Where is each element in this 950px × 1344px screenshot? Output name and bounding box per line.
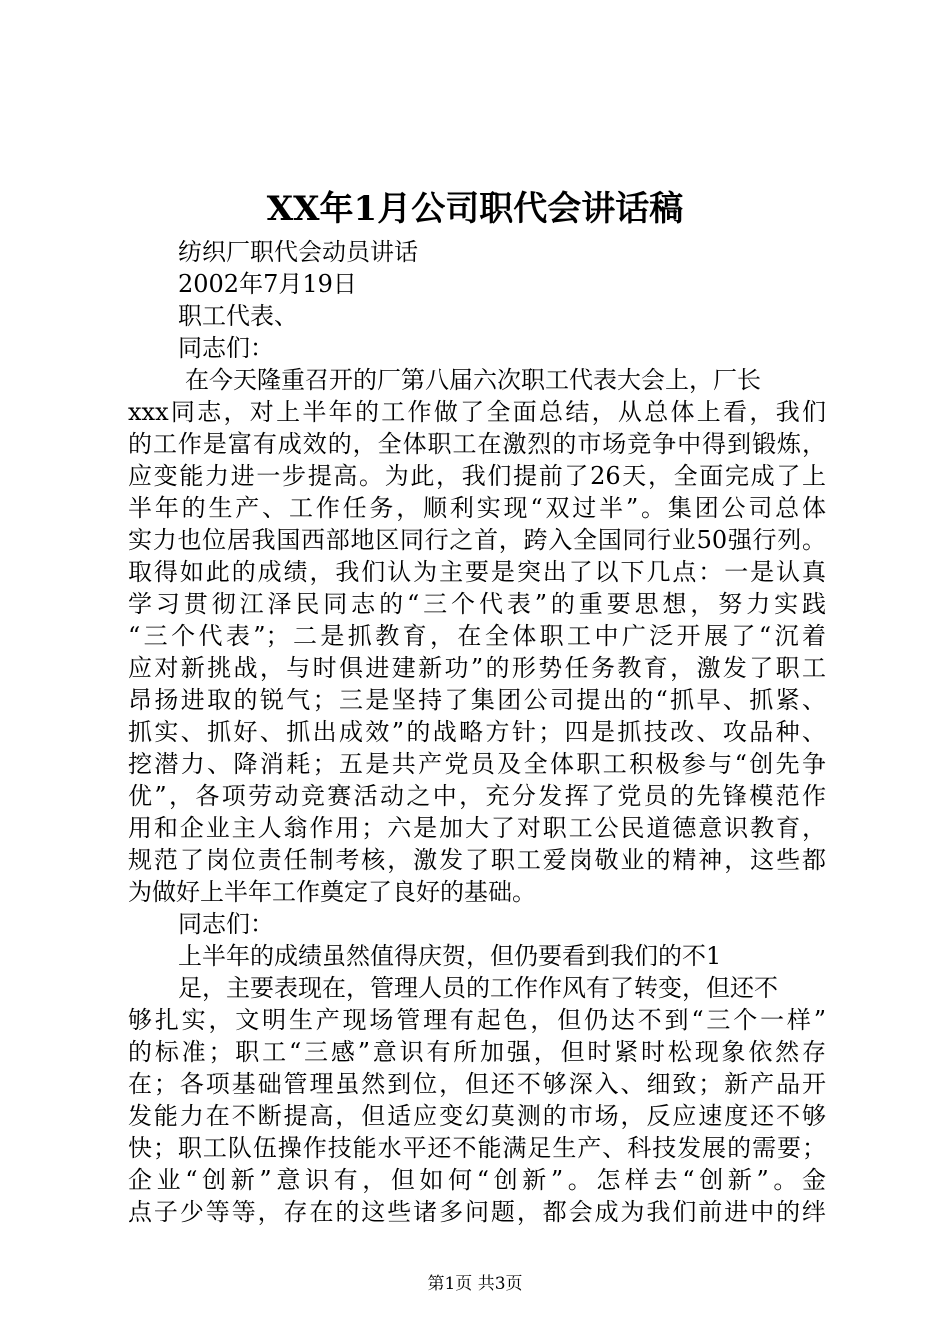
paragraph-line: 的工作是富有成效的，全体职工在激烈的市场竞争中得到锻炼， (128, 430, 826, 458)
document-subtitle: 纺织厂职代会动员讲话 (178, 238, 418, 266)
paragraph-line: 优”，各项劳动竞赛活动之中，充分发挥了党员的先锋模范作 (128, 782, 826, 810)
salutation-line: 同志们： (178, 334, 274, 362)
paragraph-line: 规范了岗位责任制考核，激发了职工爱岗敬业的精神，这些都 (128, 846, 826, 874)
paragraph-line: 实力也位居我国西部地区同行之首，跨入全国同行业50强行列。 (128, 526, 826, 554)
paragraph-line: 在；各项基础管理虽然到位，但还不够深入、细致；新产品开 (128, 1070, 826, 1098)
paragraph-line: 抓实、抓好、抓出成效”的战略方针；四是抓技改、攻品种、 (128, 718, 826, 746)
paragraph-line: 快；职工队伍操作技能水平还不能满足生产、科技发展的需要； (128, 1134, 826, 1162)
paragraph-line: 昂扬进取的锐气；三是坚持了集团公司提出的“抓早、抓紧、 (128, 686, 826, 714)
paragraph-line: 应对新挑战，与时俱进建新功”的形势任务教育，激发了职工 (128, 654, 826, 682)
page-footer: 第1页 共3页 (427, 1274, 523, 1294)
document-title: XX年1月公司职代会讲话稿 (266, 189, 684, 229)
paragraph-line: xxx同志，对上半年的工作做了全面总结，从总体上看，我们 (128, 398, 826, 426)
paragraph-line: 为做好上半年工作奠定了良好的基础。 (128, 878, 536, 906)
paragraph-line: 企业“创新”意识有，但如何“创新”。怎样去“创新”。金 (128, 1166, 826, 1194)
paragraph-line: 足，主要表现在，管理人员的工作作风有了转变，但还不 (178, 974, 778, 1002)
paragraph-line: 发能力在不断提高，但适应变幻莫测的市场，反应速度还不够 (128, 1102, 826, 1130)
salutation-line: 同志们： (178, 910, 274, 938)
paragraph-line: 点子少等等，存在的这些诸多问题，都会成为我们前进中的绊 (128, 1198, 826, 1226)
paragraph-line: 上半年的成绩虽然值得庆贺，但仍要看到我们的不1 (178, 942, 722, 970)
paragraph-line: 的标准；职工“三感”意识有所加强，但时紧时松现象依然存 (128, 1038, 826, 1066)
paragraph-line: 应变能力进一步提高。为此，我们提前了26天，全面完成了上 (128, 462, 826, 490)
document-date: 2002年7月19日 (178, 270, 357, 298)
paragraph-line: 够扎实，文明生产现场管理有起色，但仍达不到“三个一样” (128, 1006, 826, 1034)
paragraph-line: “三个代表”；二是抓教育，在全体职工中广泛开展了“沉着 (128, 622, 826, 650)
paragraph-line: 取得如此的成绩，我们认为主要是突出了以下几点：一是认真 (128, 558, 826, 586)
salutation-line: 职工代表、 (178, 302, 298, 330)
paragraph-line: 挖潜力、降消耗；五是共产党员及全体职工积极参与“创先争 (128, 750, 826, 778)
paragraph-line: 在今天隆重召开的厂第八届六次职工代表大会上，厂长 (185, 366, 761, 394)
paragraph-line: 学习贯彻江泽民同志的“三个代表”的重要思想，努力实践 (128, 590, 826, 618)
paragraph-line: 用和企业主人翁作用；六是加大了对职工公民道德意识教育， (128, 814, 826, 842)
paragraph-line: 半年的生产、工作任务，顺利实现“双过半”。集团公司总体 (128, 494, 826, 522)
